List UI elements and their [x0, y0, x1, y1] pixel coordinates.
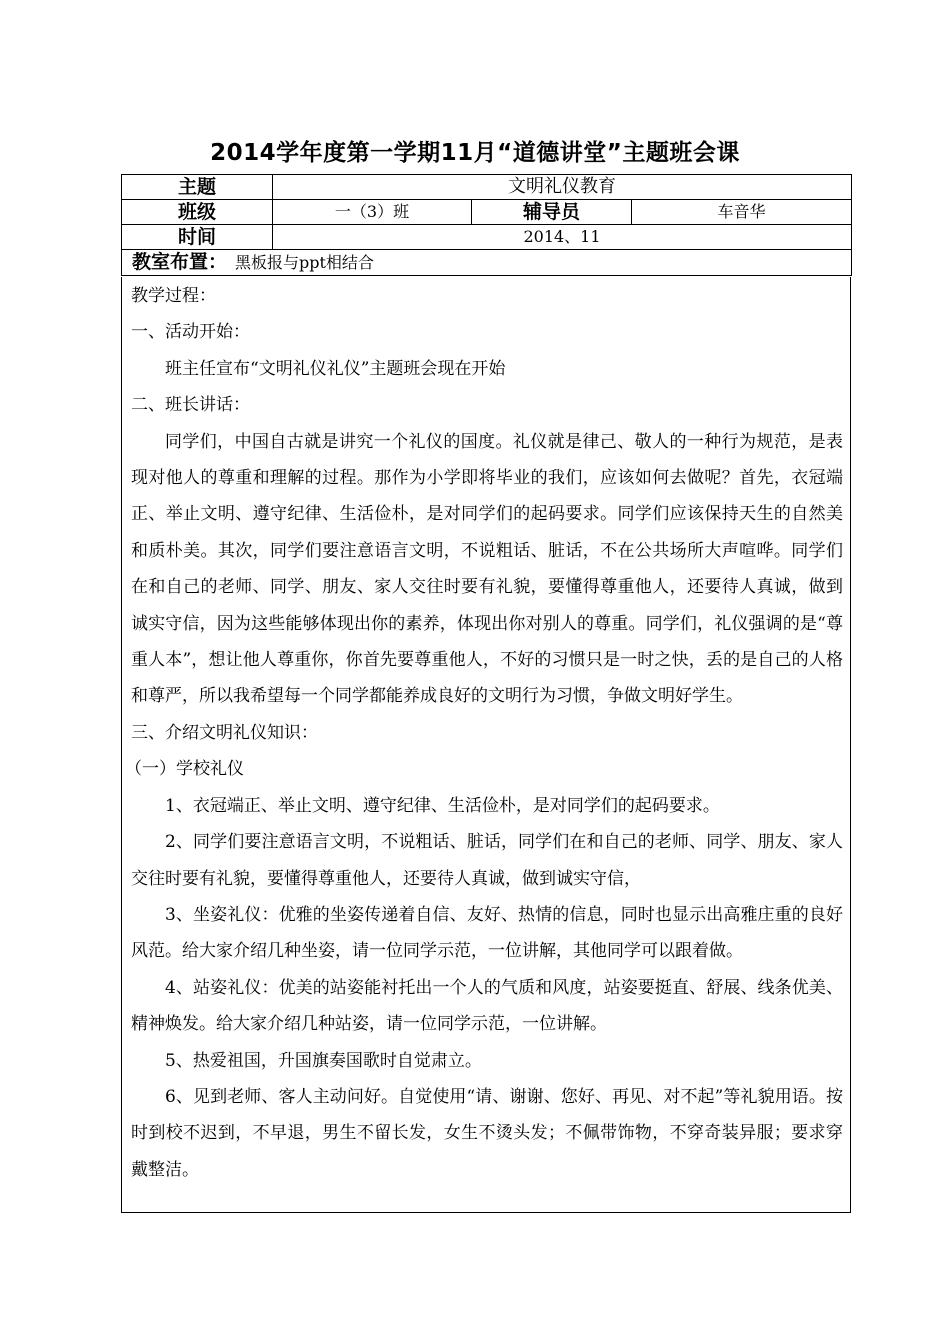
classroom-layout-value: 黑板报与ppt相结合: [235, 253, 374, 272]
topic-value: 文明礼仪教育: [273, 175, 852, 200]
process-heading: 教学过程：: [131, 286, 216, 306]
section-2-heading: 二、班长讲话：: [131, 395, 250, 416]
layout-row: [122, 250, 852, 276]
time-label: 时间: [122, 225, 273, 250]
topic-label: 主题: [122, 175, 273, 200]
class-value: 一（3）班: [273, 200, 472, 225]
tutor-label: 辅导员: [472, 200, 632, 225]
section-1-text: 班主任宣布“文明礼仪礼仪”主题班会现在开始: [165, 358, 506, 379]
list-item: 1、衣冠端正、举止文明、遵守纪律、生活俭朴，是对同学们的起码要求。: [165, 795, 720, 816]
tutor-value: 车音华: [632, 200, 852, 225]
classroom-layout-cell: [122, 250, 852, 276]
class-label: 班级: [122, 200, 273, 225]
info-table: [121, 174, 852, 276]
list-item: 2、同学们要注意语言文明，不说粗话、脏话，同学们在和自己的老师、同学、朋友、家人交往时要有礼貌，要懂得尊重他人，还要待人真诚，做到诚实守信，: [131, 832, 843, 889]
section-1-heading: 一、活动开始：: [131, 322, 250, 343]
lesson-content: [125, 278, 843, 1188]
list-item: 6、见到老师、客人主动问好。自觉使用“请、谢谢、您好、再见、对不起”等礼貌用语。按时到校不迟到，不早退，男生不留长发，女生不烫头发；不佩带饰物，不穿奇装异服；要求穿戴整洁。: [131, 1086, 843, 1180]
time-value: 2014、11: [273, 225, 852, 250]
list-item: 4、站姿礼仪：优美的站姿能衬托出一个人的气质和风度，站姿要挺直、舒展、线条优美、精神焕发。给大家介绍几种站姿，请一位同学示范，一位讲解。: [131, 977, 843, 1035]
section-2-text: 同学们，中国自古就是讲究一个礼仪的国度。礼仪就是律己、敬人的一种行为规范，是表现对他人的尊重和理解的过程。那作为小学即将毕业的我们，应该如何去做呢？首先，衣冠端正、举止文明、遵守纪律、生活俭朴，是对同学们的起码要求。同学们应该保持天生的自然美和质朴美。其次，同学们要注意语言文明，不说粗话、脏话，不在公共场所大声喧哗。同学们在和自己的老师、同学、朋友、家人交往时要有礼貌，要懂得尊重他人，还要待人真诚，做到诚实守信，因为这些能够体现出你的素养，体现出你对别人的尊重。同学们，礼仪强调的是“尊重人本”，想让他人尊重你，你首先要尊重他人，不好的习惯只是一时之快，丢的是自己的人格和尊严，所以我希望每一个同学都能养成良好的文明行为习惯，争做文明好学生。: [131, 431, 843, 707]
document-title: 2014学年度第一学期11月“道德讲堂”主题班会课: [210, 140, 740, 166]
section-3-heading: 三、介绍文明礼仪知识：: [131, 722, 318, 743]
list-item: 3、坐姿礼仪：优雅的坐姿传递着自信、友好、热情的信息，同时也显示出高雅庄重的良好风范。给大家介绍几种坐姿，请一位同学示范，一位讲解，其他同学可以跟着做。: [131, 904, 843, 962]
subsection-1-heading: （一）学校礼仪: [125, 759, 244, 780]
class-row: [122, 200, 852, 225]
topic-row: [122, 175, 852, 200]
time-row: [122, 225, 852, 250]
list-item: 5、热爱祖国，升国旗奏国歌时自觉肃立。: [165, 1050, 482, 1071]
classroom-layout-label: 教室布置：: [132, 251, 228, 273]
